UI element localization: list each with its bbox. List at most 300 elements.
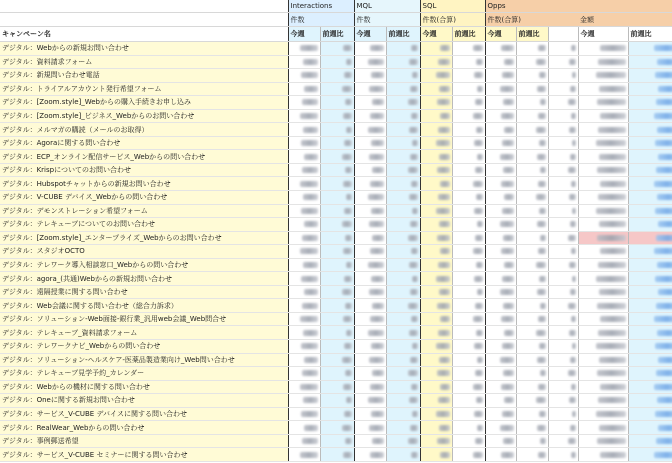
redacted-value-cell[interactable] xyxy=(354,82,386,96)
redacted-value-cell[interactable] xyxy=(548,380,578,394)
campaign-name-cell[interactable]: デジタル：テレワーク導入相談窓口_Webからの問い合わせ xyxy=(0,258,288,272)
redacted-value-cell[interactable] xyxy=(485,163,516,177)
redacted-value-cell[interactable] xyxy=(578,150,628,164)
redacted-value-cell[interactable] xyxy=(548,258,578,272)
sub-interactions-count[interactable]: 件数 xyxy=(288,13,354,27)
redacted-value-cell[interactable] xyxy=(452,272,485,286)
redacted-value-cell[interactable] xyxy=(386,218,420,232)
redacted-value-cell[interactable] xyxy=(354,380,386,394)
redacted-value-cell[interactable] xyxy=(516,69,548,83)
redacted-value-cell[interactable] xyxy=(516,299,548,313)
redacted-value-cell[interactable] xyxy=(578,42,628,56)
redacted-value-cell[interactable] xyxy=(354,231,386,245)
redacted-value-cell[interactable] xyxy=(354,299,386,313)
this-week-header[interactable]: 今週 xyxy=(420,27,452,42)
redacted-value-cell[interactable] xyxy=(320,258,354,272)
redacted-value-cell[interactable] xyxy=(578,448,628,462)
campaign-name-cell[interactable]: デジタル：Oneに関する新規お問い合わせ xyxy=(0,394,288,408)
redacted-value-cell[interactable] xyxy=(386,231,420,245)
prev-week-ratio-header[interactable]: 前週比 xyxy=(516,27,548,42)
redacted-value-cell[interactable] xyxy=(320,421,354,435)
redacted-value-cell[interactable] xyxy=(452,448,485,462)
redacted-value-cell[interactable] xyxy=(288,82,320,96)
redacted-value-cell[interactable] xyxy=(386,272,420,286)
redacted-value-cell[interactable] xyxy=(420,109,452,123)
redacted-value-cell[interactable] xyxy=(578,96,628,110)
redacted-value-cell[interactable] xyxy=(578,245,628,259)
redacted-value-cell[interactable] xyxy=(548,69,578,83)
redacted-value-cell[interactable] xyxy=(452,123,485,137)
redacted-value-cell[interactable] xyxy=(288,367,320,381)
redacted-value-cell[interactable] xyxy=(288,407,320,421)
redacted-value-cell[interactable] xyxy=(320,55,354,69)
redacted-value-cell[interactable] xyxy=(485,353,516,367)
redacted-value-cell[interactable] xyxy=(516,367,548,381)
redacted-value-cell[interactable] xyxy=(386,380,420,394)
redacted-value-cell[interactable] xyxy=(628,136,672,150)
redacted-value-cell[interactable] xyxy=(452,204,485,218)
redacted-value-cell[interactable] xyxy=(516,380,548,394)
redacted-value-cell[interactable] xyxy=(485,407,516,421)
redacted-value-cell[interactable] xyxy=(516,448,548,462)
redacted-value-cell[interactable] xyxy=(485,204,516,218)
redacted-value-cell[interactable] xyxy=(548,326,578,340)
redacted-value-cell[interactable] xyxy=(578,380,628,394)
redacted-value-cell[interactable] xyxy=(420,353,452,367)
redacted-value-cell[interactable] xyxy=(386,326,420,340)
this-week-header[interactable]: 今週 xyxy=(485,27,516,42)
redacted-value-cell[interactable] xyxy=(628,340,672,354)
campaign-name-cell[interactable]: デジタル：ソリューション-Web面接-銀行業_汎用web会議_Web問合せ xyxy=(0,312,288,326)
redacted-value-cell[interactable] xyxy=(485,231,516,245)
redacted-value-cell[interactable] xyxy=(320,123,354,137)
redacted-value-cell[interactable] xyxy=(386,150,420,164)
redacted-value-cell[interactable] xyxy=(628,407,672,421)
redacted-value-cell[interactable] xyxy=(548,136,578,150)
redacted-value-cell[interactable] xyxy=(578,82,628,96)
redacted-value-cell[interactable] xyxy=(452,326,485,340)
redacted-value-cell[interactable] xyxy=(288,353,320,367)
campaign-name-cell[interactable]: デジタル：スタジオOCTO xyxy=(0,245,288,259)
redacted-value-cell[interactable] xyxy=(578,407,628,421)
redacted-value-cell[interactable] xyxy=(548,367,578,381)
redacted-value-cell[interactable] xyxy=(516,353,548,367)
redacted-value-cell[interactable] xyxy=(578,177,628,191)
campaign-name-cell[interactable]: デジタル：[Zoom.style]_ビジネス_Webからのお問い合わせ xyxy=(0,109,288,123)
redacted-value-cell[interactable] xyxy=(516,326,548,340)
redacted-value-cell[interactable] xyxy=(485,245,516,259)
redacted-value-cell[interactable] xyxy=(548,150,578,164)
redacted-value-cell[interactable] xyxy=(320,163,354,177)
redacted-value-cell[interactable] xyxy=(420,96,452,110)
redacted-value-cell[interactable] xyxy=(628,177,672,191)
redacted-value-cell[interactable] xyxy=(548,421,578,435)
redacted-value-cell[interactable] xyxy=(548,55,578,69)
redacted-value-cell[interactable] xyxy=(452,231,485,245)
redacted-value-cell[interactable] xyxy=(628,123,672,137)
prev-week-ratio-header[interactable]: 前週比 xyxy=(452,27,485,42)
redacted-value-cell[interactable] xyxy=(485,421,516,435)
redacted-value-cell[interactable] xyxy=(420,163,452,177)
campaign-name-cell[interactable]: デジタル：テレワークナビ_Webからの問い合わせ xyxy=(0,340,288,354)
redacted-value-cell[interactable] xyxy=(485,123,516,137)
redacted-value-cell[interactable] xyxy=(628,109,672,123)
redacted-value-cell[interactable] xyxy=(288,299,320,313)
redacted-value-cell[interactable] xyxy=(452,367,485,381)
redacted-value-cell[interactable] xyxy=(354,109,386,123)
redacted-value-cell[interactable] xyxy=(578,123,628,137)
redacted-value-cell[interactable] xyxy=(516,109,548,123)
group-opps[interactable]: Opps xyxy=(485,0,672,13)
campaign-name-cell[interactable]: デジタル：テレキューブについてのお問い合わせ xyxy=(0,218,288,232)
campaign-name-cell[interactable]: デジタル：agora_(共通)Webからの新規お問い合わせ xyxy=(0,272,288,286)
redacted-value-cell[interactable] xyxy=(320,380,354,394)
redacted-value-cell[interactable] xyxy=(420,340,452,354)
redacted-value-cell[interactable] xyxy=(386,340,420,354)
redacted-value-cell[interactable] xyxy=(386,69,420,83)
redacted-value-cell[interactable] xyxy=(485,96,516,110)
group-interactions[interactable]: Interactions xyxy=(288,0,354,13)
redacted-value-cell[interactable] xyxy=(288,204,320,218)
redacted-value-cell[interactable] xyxy=(288,109,320,123)
redacted-value-cell[interactable] xyxy=(485,434,516,448)
campaign-name-cell[interactable]: デジタル：RealWear_Webからの問い合わせ xyxy=(0,421,288,435)
redacted-value-cell[interactable] xyxy=(548,312,578,326)
redacted-value-cell[interactable] xyxy=(548,109,578,123)
redacted-value-cell[interactable] xyxy=(516,42,548,56)
redacted-value-cell[interactable] xyxy=(578,163,628,177)
redacted-value-cell[interactable] xyxy=(548,191,578,205)
campaign-name-cell[interactable]: デジタル：サービス_V-CUBE セミナーに関する問い合わせ xyxy=(0,448,288,462)
redacted-value-cell[interactable] xyxy=(548,245,578,259)
redacted-value-cell[interactable] xyxy=(485,191,516,205)
redacted-value-cell[interactable] xyxy=(420,218,452,232)
redacted-value-cell[interactable] xyxy=(578,367,628,381)
redacted-value-cell[interactable] xyxy=(516,258,548,272)
redacted-value-cell[interactable] xyxy=(452,285,485,299)
redacted-value-cell[interactable] xyxy=(386,109,420,123)
redacted-value-cell[interactable] xyxy=(320,312,354,326)
redacted-value-cell[interactable] xyxy=(354,272,386,286)
redacted-value-cell[interactable] xyxy=(628,218,672,232)
redacted-value-cell[interactable] xyxy=(548,163,578,177)
redacted-value-cell[interactable] xyxy=(320,177,354,191)
redacted-value-cell[interactable] xyxy=(420,285,452,299)
redacted-value-cell[interactable] xyxy=(420,191,452,205)
redacted-value-cell[interactable] xyxy=(628,55,672,69)
redacted-value-cell[interactable] xyxy=(578,258,628,272)
redacted-value-cell[interactable] xyxy=(548,340,578,354)
redacted-value-cell[interactable] xyxy=(628,231,672,245)
redacted-value-cell[interactable] xyxy=(516,204,548,218)
redacted-value-cell[interactable] xyxy=(386,55,420,69)
redacted-value-cell[interactable] xyxy=(548,123,578,137)
redacted-value-cell[interactable] xyxy=(354,326,386,340)
redacted-value-cell[interactable] xyxy=(516,55,548,69)
redacted-value-cell[interactable] xyxy=(548,353,578,367)
redacted-value-cell[interactable] xyxy=(386,353,420,367)
campaign-name-cell[interactable]: デジタル：トライアルアカウント発行希望フォーム xyxy=(0,82,288,96)
redacted-value-cell[interactable] xyxy=(420,82,452,96)
redacted-value-cell[interactable] xyxy=(354,258,386,272)
redacted-value-cell[interactable] xyxy=(485,42,516,56)
redacted-value-cell[interactable] xyxy=(420,258,452,272)
campaign-name-cell[interactable]: デジタル：Web会議に関する問い合わせ（総合力訴求） xyxy=(0,299,288,313)
redacted-value-cell[interactable] xyxy=(516,394,548,408)
redacted-value-cell[interactable] xyxy=(452,434,485,448)
redacted-value-cell[interactable] xyxy=(288,285,320,299)
redacted-value-cell[interactable] xyxy=(386,191,420,205)
campaign-name-cell[interactable]: デジタル：資料請求フォーム xyxy=(0,55,288,69)
redacted-value-cell[interactable] xyxy=(320,394,354,408)
redacted-value-cell[interactable] xyxy=(288,42,320,56)
redacted-value-cell[interactable] xyxy=(386,434,420,448)
redacted-value-cell[interactable] xyxy=(578,69,628,83)
redacted-value-cell[interactable] xyxy=(420,55,452,69)
redacted-value-cell[interactable] xyxy=(578,326,628,340)
redacted-value-cell[interactable] xyxy=(452,407,485,421)
redacted-value-cell[interactable] xyxy=(516,123,548,137)
redacted-value-cell[interactable] xyxy=(628,191,672,205)
prev-week-ratio-header[interactable]: 前週比 xyxy=(386,27,420,42)
redacted-value-cell[interactable] xyxy=(452,245,485,259)
redacted-value-cell[interactable] xyxy=(485,448,516,462)
redacted-value-cell[interactable] xyxy=(354,177,386,191)
redacted-value-cell[interactable] xyxy=(485,326,516,340)
redacted-value-cell[interactable] xyxy=(485,136,516,150)
redacted-value-cell[interactable] xyxy=(516,231,548,245)
redacted-value-cell[interactable] xyxy=(548,231,578,245)
redacted-value-cell[interactable] xyxy=(578,272,628,286)
redacted-value-cell[interactable] xyxy=(386,407,420,421)
redacted-value-cell[interactable] xyxy=(420,367,452,381)
redacted-value-cell[interactable] xyxy=(628,96,672,110)
redacted-value-cell[interactable] xyxy=(420,299,452,313)
redacted-value-cell[interactable] xyxy=(578,394,628,408)
redacted-value-cell[interactable] xyxy=(516,82,548,96)
redacted-value-cell[interactable] xyxy=(452,340,485,354)
campaign-name-cell[interactable]: デジタル：遠隔授業に関する問い合わせ xyxy=(0,285,288,299)
redacted-value-cell[interactable] xyxy=(386,245,420,259)
redacted-value-cell[interactable] xyxy=(516,312,548,326)
redacted-value-cell[interactable] xyxy=(320,69,354,83)
campaign-name-cell[interactable]: デジタル：メルマガの購読（メールのお取得） xyxy=(0,123,288,137)
redacted-value-cell[interactable] xyxy=(420,312,452,326)
redacted-value-cell[interactable] xyxy=(628,42,672,56)
redacted-value-cell[interactable] xyxy=(578,218,628,232)
campaign-header[interactable]: キャンペーン名 xyxy=(0,27,288,42)
redacted-value-cell[interactable] xyxy=(516,136,548,150)
redacted-value-cell[interactable] xyxy=(628,394,672,408)
redacted-value-cell[interactable] xyxy=(386,96,420,110)
redacted-value-cell[interactable] xyxy=(320,326,354,340)
redacted-value-cell[interactable] xyxy=(485,82,516,96)
redacted-value-cell[interactable] xyxy=(628,326,672,340)
redacted-value-cell[interactable] xyxy=(420,421,452,435)
blank-header[interactable] xyxy=(548,27,578,42)
redacted-value-cell[interactable] xyxy=(386,204,420,218)
redacted-value-cell[interactable] xyxy=(485,109,516,123)
redacted-value-cell[interactable] xyxy=(320,367,354,381)
redacted-value-cell[interactable] xyxy=(420,177,452,191)
campaign-name-cell[interactable]: デジタル：V-CUBE デバイス_Webからの問い合わせ xyxy=(0,191,288,205)
redacted-value-cell[interactable] xyxy=(485,177,516,191)
redacted-value-cell[interactable] xyxy=(516,163,548,177)
redacted-value-cell[interactable] xyxy=(320,191,354,205)
blank-cell[interactable] xyxy=(0,13,288,27)
redacted-value-cell[interactable] xyxy=(354,407,386,421)
campaign-name-cell[interactable]: デジタル：テレキューブ見学予約_カレンダー xyxy=(0,367,288,381)
redacted-value-cell[interactable] xyxy=(485,258,516,272)
campaign-name-cell[interactable]: デジタル：[Zoom.style]_エンタープライズ_Webからのお問い合わせ xyxy=(0,231,288,245)
redacted-value-cell[interactable] xyxy=(485,55,516,69)
this-week-header[interactable]: 今週 xyxy=(354,27,386,42)
redacted-value-cell[interactable] xyxy=(386,367,420,381)
redacted-value-cell[interactable] xyxy=(420,434,452,448)
redacted-value-cell[interactable] xyxy=(516,191,548,205)
redacted-value-cell[interactable] xyxy=(485,285,516,299)
redacted-value-cell[interactable] xyxy=(452,218,485,232)
redacted-value-cell[interactable] xyxy=(288,380,320,394)
redacted-value-cell[interactable] xyxy=(288,136,320,150)
redacted-value-cell[interactable] xyxy=(628,82,672,96)
redacted-value-cell[interactable] xyxy=(452,380,485,394)
redacted-value-cell[interactable] xyxy=(320,231,354,245)
redacted-value-cell[interactable] xyxy=(485,69,516,83)
sub-sql-count[interactable]: 件数(合算) xyxy=(420,13,485,27)
redacted-value-cell[interactable] xyxy=(354,136,386,150)
redacted-value-cell[interactable] xyxy=(288,394,320,408)
redacted-value-cell[interactable] xyxy=(485,218,516,232)
redacted-value-cell[interactable] xyxy=(354,42,386,56)
redacted-value-cell[interactable] xyxy=(578,204,628,218)
redacted-value-cell[interactable] xyxy=(578,312,628,326)
redacted-value-cell[interactable] xyxy=(420,42,452,56)
redacted-value-cell[interactable] xyxy=(452,191,485,205)
redacted-value-cell[interactable] xyxy=(386,82,420,96)
redacted-value-cell[interactable] xyxy=(628,285,672,299)
redacted-value-cell[interactable] xyxy=(548,448,578,462)
redacted-value-cell[interactable] xyxy=(320,434,354,448)
redacted-value-cell[interactable] xyxy=(485,340,516,354)
group-sql[interactable]: SQL xyxy=(420,0,485,13)
redacted-value-cell[interactable] xyxy=(485,312,516,326)
redacted-value-cell[interactable] xyxy=(288,163,320,177)
redacted-value-cell[interactable] xyxy=(386,448,420,462)
redacted-value-cell[interactable] xyxy=(548,218,578,232)
redacted-value-cell[interactable] xyxy=(354,285,386,299)
sub-opps-count[interactable]: 件数(合算) xyxy=(485,13,578,27)
redacted-value-cell[interactable] xyxy=(548,299,578,313)
redacted-value-cell[interactable] xyxy=(386,258,420,272)
redacted-value-cell[interactable] xyxy=(288,218,320,232)
redacted-value-cell[interactable] xyxy=(386,163,420,177)
redacted-value-cell[interactable] xyxy=(386,42,420,56)
redacted-value-cell[interactable] xyxy=(516,407,548,421)
redacted-value-cell[interactable] xyxy=(548,96,578,110)
redacted-value-cell[interactable] xyxy=(628,69,672,83)
redacted-value-cell[interactable] xyxy=(288,55,320,69)
redacted-value-cell[interactable] xyxy=(452,150,485,164)
redacted-value-cell[interactable] xyxy=(386,136,420,150)
campaign-name-cell[interactable]: デジタル：新規問い合わせ電話 xyxy=(0,69,288,83)
redacted-value-cell[interactable] xyxy=(485,272,516,286)
redacted-value-cell[interactable] xyxy=(354,448,386,462)
campaign-name-cell[interactable]: デジタル：Krispについてのお問い合わせ xyxy=(0,163,288,177)
amount-this-week-header[interactable]: 今週 xyxy=(578,27,628,42)
redacted-value-cell[interactable] xyxy=(320,245,354,259)
redacted-value-cell[interactable] xyxy=(354,394,386,408)
redacted-value-cell[interactable] xyxy=(628,353,672,367)
redacted-value-cell[interactable] xyxy=(354,353,386,367)
redacted-value-cell[interactable] xyxy=(320,285,354,299)
redacted-value-cell[interactable] xyxy=(320,109,354,123)
redacted-value-cell[interactable] xyxy=(288,123,320,137)
redacted-value-cell[interactable] xyxy=(420,448,452,462)
redacted-value-cell[interactable] xyxy=(628,245,672,259)
redacted-value-cell[interactable] xyxy=(354,312,386,326)
redacted-value-cell[interactable] xyxy=(578,353,628,367)
redacted-value-cell[interactable] xyxy=(320,82,354,96)
redacted-value-cell[interactable] xyxy=(516,434,548,448)
redacted-value-cell[interactable] xyxy=(578,191,628,205)
redacted-value-cell[interactable] xyxy=(628,272,672,286)
redacted-value-cell[interactable] xyxy=(420,245,452,259)
redacted-value-cell[interactable] xyxy=(628,258,672,272)
redacted-value-cell[interactable] xyxy=(320,407,354,421)
redacted-value-cell[interactable] xyxy=(452,421,485,435)
redacted-value-cell[interactable] xyxy=(485,380,516,394)
redacted-value-cell[interactable] xyxy=(420,123,452,137)
redacted-value-cell[interactable] xyxy=(516,245,548,259)
redacted-value-cell[interactable] xyxy=(452,96,485,110)
redacted-value-cell[interactable] xyxy=(288,191,320,205)
redacted-value-cell[interactable] xyxy=(420,326,452,340)
redacted-value-cell[interactable] xyxy=(288,177,320,191)
campaign-name-cell[interactable]: デジタル：Hubspotチャットからの新規お問い合わせ xyxy=(0,177,288,191)
amount-prev-week-ratio-header[interactable]: 前週比 xyxy=(628,27,672,42)
campaign-name-cell[interactable]: デジタル：デモンストレーション希望フォーム xyxy=(0,204,288,218)
campaign-name-cell[interactable]: デジタル：[Zoom.style]_Webからの購入手続きお申し込み xyxy=(0,96,288,110)
redacted-value-cell[interactable] xyxy=(354,245,386,259)
campaign-name-cell[interactable]: デジタル：ECP_オンライン配信サービス_Webからの問い合わせ xyxy=(0,150,288,164)
redacted-value-cell[interactable] xyxy=(320,272,354,286)
redacted-value-cell[interactable] xyxy=(628,421,672,435)
redacted-value-cell[interactable] xyxy=(320,353,354,367)
redacted-value-cell[interactable] xyxy=(452,312,485,326)
redacted-value-cell[interactable] xyxy=(320,96,354,110)
redacted-value-cell[interactable] xyxy=(354,150,386,164)
redacted-value-cell[interactable] xyxy=(386,312,420,326)
redacted-value-cell[interactable] xyxy=(288,340,320,354)
redacted-value-cell[interactable] xyxy=(320,448,354,462)
redacted-value-cell[interactable] xyxy=(452,299,485,313)
redacted-value-cell[interactable] xyxy=(628,299,672,313)
redacted-value-cell[interactable] xyxy=(452,42,485,56)
prev-week-ratio-header[interactable]: 前週比 xyxy=(320,27,354,42)
redacted-value-cell[interactable] xyxy=(420,407,452,421)
redacted-value-cell[interactable] xyxy=(548,394,578,408)
campaign-name-cell[interactable]: デジタル：テレキューブ_資料請求フォーム xyxy=(0,326,288,340)
redacted-value-cell[interactable] xyxy=(452,109,485,123)
redacted-value-cell[interactable] xyxy=(386,177,420,191)
campaign-name-cell[interactable]: デジタル：ソリューション-ヘルスケア-医薬品製造業向け_Web問い合わせ xyxy=(0,353,288,367)
redacted-value-cell[interactable] xyxy=(386,421,420,435)
campaign-name-cell[interactable]: デジタル：Webからの機材に関する問い合わせ xyxy=(0,380,288,394)
redacted-value-cell[interactable] xyxy=(548,407,578,421)
redacted-value-cell[interactable] xyxy=(386,394,420,408)
redacted-value-cell[interactable] xyxy=(354,191,386,205)
